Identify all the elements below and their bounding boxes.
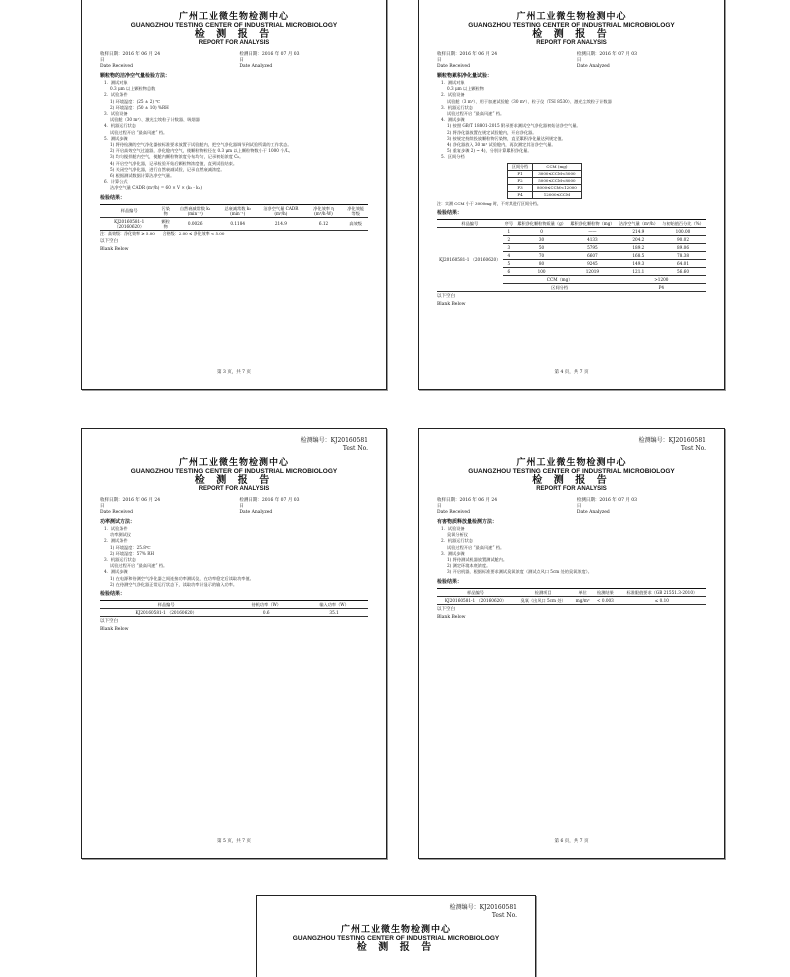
column-header: 净化效能等级 (343, 204, 368, 217)
column-header: 净化效率 η (m³/h·W) (304, 204, 344, 217)
table-cell: 0 (515, 227, 568, 235)
results-title: 检验结果： (437, 209, 463, 216)
results-table (437, 588, 706, 605)
report-title-en: REPORT FOR ANALYSIS (198, 486, 270, 492)
method-line: 洁净空气量 CADR (m³/h) = 60 × V × (k₂ - k₁) (110, 185, 203, 191)
column-header: 标准限值要求（GB 21551.3-2010） (618, 588, 706, 596)
method-line: 5．测试步骤 (104, 135, 128, 141)
method-line: 1) 环境温度：25.8℃ (110, 544, 151, 550)
results-title: 检验结果： (437, 578, 463, 585)
center-name-en: GUANGZHOU TESTING CENTER OF INDUSTRIAL MICROBIOLOGY (468, 22, 675, 29)
ccm-value: >1200 (617, 275, 706, 283)
table-cell: 6 (503, 267, 515, 275)
table-cell: 0.0026 (173, 217, 217, 230)
page-footer: 第 3 页，共 7 页 (217, 370, 251, 375)
report-title-cn: 检 测 报 告 (532, 475, 611, 486)
table-cell: 3 (503, 243, 515, 251)
column-header: 累积净化颗粒物质量（g） (515, 219, 568, 227)
method-line: 0.3 μm 以上颗粒物总数 (110, 86, 156, 92)
method-lines (100, 80, 368, 192)
blank-below-en: Blank Below (100, 246, 129, 252)
table-cell: 6607 (568, 251, 617, 259)
column-header: 自然衰减常数 k₁ (min⁻¹) (173, 204, 217, 217)
blank-below-en: Blank Below (437, 301, 466, 307)
table-cell: mg/m³ (572, 596, 593, 604)
column-header: 检测项目 (514, 588, 572, 596)
method-line: 臭氧分析仪 (447, 532, 468, 538)
report-title-en: REPORT FOR ANALYSIS (536, 40, 607, 46)
method-line: 4) 净化器放入 30 m³ 试验舱内，再次测定其洁净空气量。 (447, 142, 556, 148)
report-page-3 (81, 0, 387, 390)
method-line: 1．试验条件 (104, 526, 128, 531)
date-analyzed: 检测日期：2016 年 07 月 03 日 (239, 498, 300, 509)
table-cell: 臭氧（出风口 5cm 处） (514, 596, 572, 604)
method-line: 6．计算公式 (104, 179, 128, 185)
method-line: 6) 根据测试数据计算洁净空气量。 (110, 173, 175, 179)
page-footer: 第 4 页，共 7 页 (554, 370, 589, 375)
method-line: 1．试验设备 (441, 526, 465, 531)
date-analyzed-en: Date Analyzed (576, 64, 610, 69)
table-cell: KJ20160581-1 （20160620） (437, 596, 514, 604)
method-line: 功率测试仪 (110, 532, 131, 538)
results-title: 检验结果： (100, 591, 126, 598)
method-line: 1．测试对象 (104, 80, 128, 85)
column-header: 总衰减常数 k₂ (min⁻¹) (217, 204, 258, 217)
center-name-cn: 广州工业微生物检测中心 (178, 458, 289, 468)
grade-cell: 12000≤CCM (533, 191, 582, 198)
method-lines (100, 526, 368, 588)
date-analyzed-en: Date Analyzed (239, 510, 273, 515)
grade-cell: 3000≤CCM<5000 (533, 170, 582, 177)
date-analyzed-en: Date Analyzed (576, 510, 610, 515)
table-cell: 1 (503, 227, 515, 235)
test-number-en: Test No. (342, 445, 368, 452)
column-header: 污染物 (158, 204, 173, 217)
date-received-en: Date Received (100, 64, 133, 69)
column-header: 累积净化颗粒物（mg） (568, 219, 617, 227)
results-table (100, 600, 368, 617)
column-header: 样品编号 (437, 588, 514, 596)
table-cell: 204.2 (617, 235, 660, 243)
report-page-5 (81, 428, 387, 859)
table-cell: 4133 (568, 235, 617, 243)
table-note: 注：高效级：净化效率 ≥ 5.00 合格级：2.00 ≤ 净化效率 < 5.00 (100, 230, 225, 236)
table-cell: 80 (515, 259, 568, 267)
section-title: 颗粒物累积净化量试验： (437, 73, 493, 79)
dates-row (437, 498, 706, 516)
method-line: 试验过程开启 “最高风速” 档。 (110, 563, 168, 569)
date-received: 收样日期：2016 年 06 月 24 日 (437, 498, 498, 509)
column-header: 样品编号 (100, 204, 158, 217)
date-received-en: Date Received (100, 510, 133, 515)
report-title-en: REPORT FOR ANALYSIS (198, 40, 270, 46)
column-header: 检测结果 (593, 588, 618, 596)
method-lines (437, 526, 706, 576)
blank-below-en: Blank Below (100, 627, 129, 633)
table-cell: 121.1 (617, 267, 660, 275)
grade-cell: P2 (508, 177, 533, 184)
table-cell: 2 (503, 235, 515, 243)
method-line: 2) 环境湿度：57% RH (110, 550, 155, 556)
table-cell: 0.1184 (217, 217, 258, 230)
test-number-en: Test No. (491, 912, 517, 919)
method-line: 3) 按规定持续投放颗粒物污染物，直至累积净化量达到规定值。 (447, 135, 566, 141)
table-cell: 168.5 (617, 251, 660, 259)
test-number: 检测编号：KJ20160581 (449, 904, 517, 911)
table-cell: 12019 (568, 267, 617, 275)
method-line: 试验过程开启 “最高风速” 档。 (447, 544, 505, 550)
method-line: 1) 将待测试机器放置测试舱内。 (447, 557, 508, 563)
grade-cell: P1 (508, 170, 533, 177)
method-line: 试验过程开启 “最高风速” 档。 (110, 129, 168, 135)
method-line: 3．机器运行状态 (441, 104, 473, 110)
report-page-4 (418, 0, 725, 390)
date-received-en: Date Received (437, 510, 470, 515)
grade-table (507, 163, 582, 199)
column-header: 样品编号 (100, 601, 232, 609)
method-line: 试验舱（3 m³）、用于加速试验舱（30 m³）、粒子仪（TSI 8530）、激光尘埃粒子计数器 (447, 98, 612, 104)
table-cell: 35.1 (300, 609, 368, 617)
column-header: 样品编号 (437, 219, 503, 227)
method-line: 0.3 μm 以上颗粒物 (447, 86, 484, 92)
results-table (100, 204, 368, 231)
table-row (100, 217, 368, 230)
column-header: 洁净空气量 CADR (m³/h) (258, 204, 303, 217)
method-line: 4) 开启空气净化器，记录检验开始后颗粒物浓度值，直到试验结束。 (110, 160, 238, 166)
section-title: 有害物质释放量检测方法： (437, 519, 498, 525)
table-cell: < 0.003 (593, 596, 618, 604)
date-received: 收样日期：2016 年 06 月 24 日 (100, 52, 161, 63)
page-footer: 第 6 页，共 7 页 (554, 839, 589, 844)
results-table (437, 219, 706, 292)
table-cell: 100.00 (660, 227, 706, 235)
column-header: 输入功率（W） (300, 601, 368, 609)
grade-cell: 5000≤CCM<8000 (533, 177, 582, 184)
table-header-row (100, 204, 368, 217)
table-cell: 5795 (568, 243, 617, 251)
method-lines (437, 80, 706, 161)
column-header: 单位 (572, 588, 593, 596)
table-cell: 189.2 (617, 243, 660, 251)
report-title-en: REPORT FOR ANALYSIS (536, 486, 607, 492)
table-row (437, 227, 706, 235)
blank-below-cn: 以下空白 (437, 606, 455, 612)
grade-cell: P3 (508, 184, 533, 191)
method-line: 2) 环境湿度：(50 ± 10) %RH (110, 104, 169, 110)
grade-row (508, 170, 582, 177)
grade-row (508, 177, 582, 184)
column-header: 序号 (503, 219, 515, 227)
table-cell: 89.06 (660, 243, 706, 251)
method-line: 1) 环境温度：(25 ± 2) ℃ (110, 98, 161, 104)
date-analyzed: 检测日期：2016 年 07 月 03 日 (576, 498, 638, 509)
table-cell: 214.9 (258, 217, 303, 230)
dates-row (100, 498, 368, 516)
table-cell: 214.9 (617, 227, 660, 235)
report-page-7 (256, 895, 536, 977)
grade-note: 注：实测 CCM 小于 3000mg 时，不对其进行区间分档。 (437, 200, 541, 206)
column-header: 待机功率（W） (232, 601, 300, 609)
method-line: 试验过程开启 “最高风速” 档。 (447, 111, 505, 117)
method-line: 2) 在待测空气净化器正常运行状态下，读取功率计显示的输入功率。 (110, 581, 238, 587)
method-line: 3．机器运行状态 (104, 557, 136, 563)
table-header-row (100, 601, 368, 609)
grade-cell: 8000≤CCM<12000 (533, 184, 582, 191)
table-cell: 0.6 (232, 609, 300, 617)
method-line: 试验舱（30 m³）、激光尘埃粒子计数器、吸烟器 (110, 117, 200, 123)
blank-below-en: Blank Below (437, 614, 466, 620)
method-line: 2．测试条件 (104, 538, 128, 544)
table-cell: 颗粒物 (158, 217, 173, 230)
date-analyzed: 检测日期：2016 年 07 月 03 日 (239, 52, 300, 63)
dates-row (437, 52, 706, 70)
method-line: 5．区间分档 (441, 154, 465, 160)
method-line: 3) 开启机器，根据标准要求测试臭氧浓度（测试点风口 5cm 处的臭氧浓度）。 (447, 569, 592, 575)
page-footer: 第 5 页，共 7 页 (217, 839, 251, 844)
date-received: 收样日期：2016 年 06 月 24 日 (437, 52, 498, 63)
blank-below-cn: 以下空白 (100, 238, 118, 244)
method-line: 4．机器运行状态 (104, 123, 136, 129)
method-line: 4．测试步骤 (104, 569, 128, 575)
method-line: 2) 测定环境本底浓度。 (447, 563, 491, 569)
table-cell: —— (568, 227, 617, 235)
sample-id-cell: KJ20160581-1 （20160620） (437, 227, 503, 291)
report-title-cn: 检 测 报 告 (356, 942, 436, 953)
grade-row (508, 184, 582, 191)
method-line: 1) 按照 GB/T 18801-2015 附录要求测试空气净化器初始洁净空气量。 (447, 123, 581, 129)
center-name-en: GUANGZHOU TESTING CENTER OF INDUSTRIAL MICROBIOLOGY (130, 468, 338, 475)
center-name-cn: 广州工业微生物检测中心 (340, 925, 451, 935)
grade-cell: 区间分档 (508, 163, 533, 170)
test-number: 检测编号：KJ20160581 (638, 437, 706, 444)
report-title-cn: 检 测 报 告 (532, 29, 611, 40)
column-header: 洁净空气量（m³/h） (617, 219, 660, 227)
table-cell: 高效级 (343, 217, 368, 230)
table-cell: 64.01 (660, 259, 706, 267)
test-number: 检测编号：KJ20160581 (300, 437, 368, 444)
table-cell: 9245 (568, 259, 617, 267)
grade-cell: CCM (mg) (533, 163, 582, 170)
method-line: 5) 重复步骤 2) ~ 4)，分别计算累积净化量。 (447, 148, 532, 154)
method-line: 2．试验条件 (104, 92, 128, 98)
method-line: 2．试验设备 (441, 92, 465, 98)
table-cell: KJ20160581-1 （20160620） (100, 609, 232, 617)
table-row (437, 596, 706, 604)
grade-row (508, 163, 582, 170)
date-analyzed: 检测日期：2016 年 07 月 03 日 (576, 52, 638, 63)
center-name-en: GUANGZHOU TESTING CENTER OF INDUSTRIAL MICROBIOLOGY (468, 468, 675, 475)
section-title: 颗粒物的洁净空气量检验方法： (100, 73, 171, 79)
grade-row (508, 191, 582, 198)
ccm-label: CCM（mg） (503, 275, 617, 283)
grade-value: P4 (617, 283, 706, 291)
method-line: 2) 开启高效空气过滤器，净化舱内空气，使颗粒物粒径在 0.3 μm 以上颗粒物数小于 1000 个/L。 (110, 148, 293, 154)
table-cell: 90.02 (660, 235, 706, 243)
method-line: 3．试验设备 (104, 111, 128, 117)
method-line: 1) 将待检测的空气净化器按标准要求放置于试验舱内，把空气净化器调节到试验所需的工作状态。 (110, 142, 292, 148)
table-cell: 5 (503, 259, 515, 267)
method-line: 1) 在电源和待测空气净化器之间连接功率测试仪，在功率稳定后读取功率值。 (110, 575, 254, 581)
table-cell: KJ20160581-1 （20160620） (100, 217, 158, 230)
table-cell: 50 (515, 243, 568, 251)
center-name-cn: 广州工业微生物检测中心 (516, 458, 627, 468)
report-title-cn: 检 测 报 告 (194, 475, 274, 486)
method-line: 2．机器运行状态 (441, 538, 473, 544)
table-cell: 100 (515, 267, 568, 275)
table-header-row (437, 588, 706, 596)
column-header: 与初始值百分比（%） (660, 219, 706, 227)
date-received: 收样日期：2016 年 06 月 24 日 (100, 498, 161, 509)
grade-label: 区间分档 (503, 283, 617, 291)
table-cell: ≤ 0.10 (618, 596, 706, 604)
method-line: 3) 均匀搅拌舱内空气，使舱内颗粒物浓度分布均匀，记录初始浓度 C₀。 (110, 154, 244, 160)
blank-below-cn: 以下空白 (437, 293, 455, 299)
report-title-cn: 检 测 报 告 (194, 29, 274, 40)
test-number-en: Test No. (680, 445, 706, 452)
method-line: 2) 将净化器放置在规定试验舱内，开启净化器。 (447, 129, 537, 135)
center-name-en: GUANGZHOU TESTING CENTER OF INDUSTRIAL MICROBIOLOGY (292, 935, 500, 942)
table-row (100, 609, 368, 617)
center-name-cn: 广州工业微生物检测中心 (516, 12, 627, 22)
table-cell: 149.3 (617, 259, 660, 267)
method-line: 5) 关闭空气净化器，进行自然衰减试验，记录自然衰减浓度。 (110, 166, 225, 172)
method-line: 3．测试步骤 (441, 550, 465, 556)
results-title: 检验结果： (100, 194, 126, 201)
table-header-row (437, 219, 706, 227)
section-title: 功率测试方法： (100, 519, 136, 525)
table-cell: 70 (515, 251, 568, 259)
date-received-en: Date Received (437, 64, 470, 69)
center-name-en: GUANGZHOU TESTING CENTER OF INDUSTRIAL MICROBIOLOGY (130, 22, 338, 29)
method-line: 4．测试步骤 (441, 117, 465, 123)
grade-cell: P4 (508, 191, 533, 198)
table-cell: 6.12 (304, 217, 344, 230)
method-line: 1．测试对象 (441, 80, 465, 85)
blank-below-cn: 以下空白 (100, 619, 118, 625)
dates-row (100, 52, 368, 70)
center-name-cn: 广州工业微生物检测中心 (178, 12, 289, 22)
table-cell: 56.60 (660, 267, 706, 275)
table-cell: 30 (515, 235, 568, 243)
table-cell: 78.38 (660, 251, 706, 259)
date-analyzed-en: Date Analyzed (239, 64, 273, 69)
report-page-6 (418, 428, 725, 859)
table-cell: 4 (503, 251, 515, 259)
